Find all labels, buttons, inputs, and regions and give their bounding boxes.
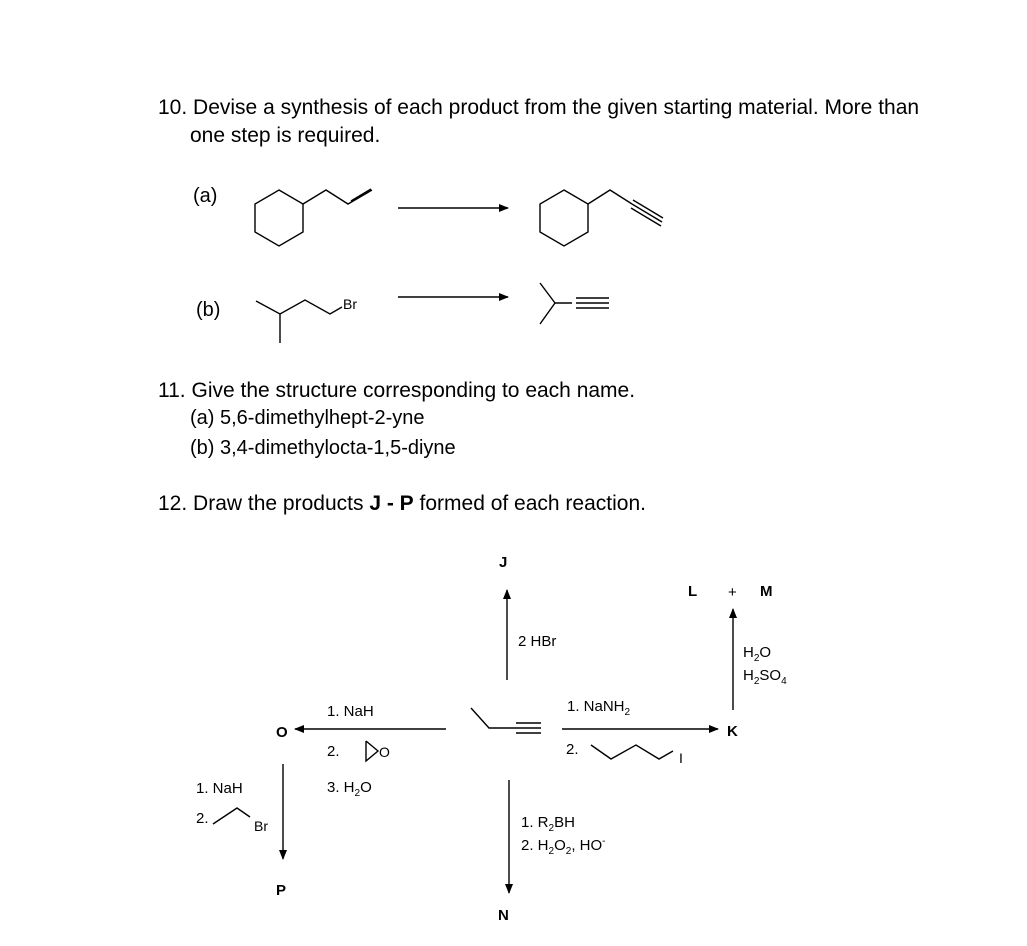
product-K: K [727,723,738,740]
reagent-sulfuric-acid: $H_2SO_4$ [743,667,787,687]
reagent-water: $H_2O$ [743,644,772,664]
q10b-product [540,283,609,324]
q10-part-b-label: (b) [196,299,221,321]
product-L: L [688,583,698,600]
reagent-step2-p: 2. [196,810,209,827]
product-N: N [498,907,509,924]
q10-part-a-label: (a) [193,185,218,207]
q10-line2: one step is required. [190,124,381,147]
q12-product-range: J - P [369,492,414,515]
reagent-water-o: 3. $H_2O$ [327,779,372,799]
reagent-nah-o: 1. NaH [327,703,374,720]
reagent-nah-p: 1. NaH [196,780,243,797]
q10b-br-label: Br [343,296,357,312]
reagent-nanh2: 1. NaNH$_2$ [567,698,631,718]
epoxide-oxygen: O [379,744,390,760]
q12-text-pre: Draw the products [193,492,364,515]
product-P: P [276,882,287,899]
central-alkyne [471,708,541,733]
product-O: O [276,724,288,741]
ethylene-oxide-ring [366,741,378,761]
q11-part-b: (b) 3,4-dimethylocta-1,5-diyne [190,437,456,459]
q12-number: 12. [158,492,188,515]
ethyl-br-label: Br [254,818,268,834]
q11-number: 11. [158,379,186,402]
q12-text-post: formed of each reaction. [419,492,646,515]
reagent-peroxide: 2. $H_2O_2$, HO- [521,836,606,857]
reagent-borane: 1. $R_2BH$ [521,814,575,834]
product-M: M [760,583,773,600]
reagent-step2-o: 2. [327,743,340,760]
q10-text: Devise a synthesis of each product from the given starting material. More than [193,96,920,119]
ethyl-bromide-skeleton [213,808,250,824]
product-J: J [499,554,508,571]
q10a-starting-material [255,189,372,246]
q11-part-a: (a) 5,6-dimethylhept-2-yne [190,407,425,429]
q10a-product [540,190,663,246]
iodo-label: I [679,750,683,766]
plus-sign: + [728,584,737,601]
reagent-2HBr: 2 HBr [518,633,557,650]
q10-number: 10. [158,96,188,119]
iodobutane-skeleton [591,745,673,759]
q10b-starting-material [256,300,342,343]
q11-text: Give the structure corresponding to each name. [191,379,636,402]
reagent-step2-label: 2. [566,741,579,758]
